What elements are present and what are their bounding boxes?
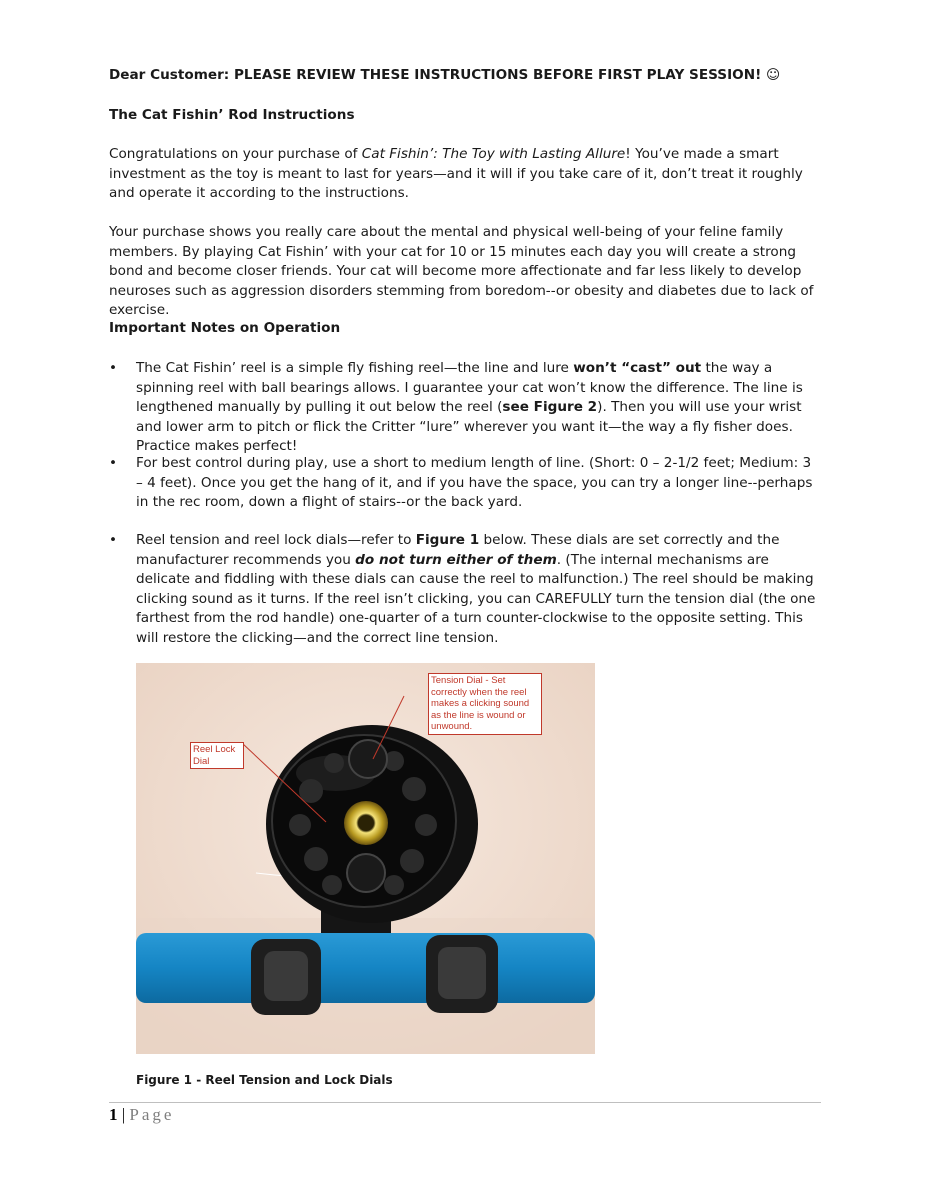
page-label: Page — [129, 1105, 175, 1124]
lock-dial — [347, 854, 385, 892]
rod-handle — [136, 933, 595, 1003]
page-separator: | — [121, 1105, 126, 1124]
bullet-marker: • — [109, 455, 118, 471]
tension-dial-label: Tension Dial - Set correctly when the reel makes a clicking sound as the line is wound or unwound. — [428, 673, 542, 735]
page-footer — [109, 1105, 174, 1125]
greeting-heading — [109, 67, 780, 83]
bullet-marker: • — [109, 360, 118, 376]
rod-grip-right-pad — [438, 947, 486, 999]
figure-1-photo — [136, 663, 595, 1054]
footer-divider — [109, 1102, 821, 1103]
lock-dial-label: Reel Lock Dial — [190, 742, 244, 769]
intro-paragraph-1: Congratulations on your purchase of Cat Fishin’: The Toy with Lasting Allure! You’ve made a smart investment as the toy is meant to last for years—and it will if you take care of it, don’t treat it roughly and operate it according to the instructions. — [109, 146, 803, 201]
rod-grip-left-pad — [264, 951, 308, 1001]
smiley-icon: ☺ — [766, 67, 781, 83]
reel-center-hub — [344, 801, 388, 845]
page-title: The Cat Fishin’ Rod Instructions — [109, 107, 355, 123]
bullet-text: The Cat Fishin’ reel is a simple fly fishing reel—the line and lure won’t “cast” out the way a spinning reel with ball bearings allows. I guarantee your cat won’t know the difference. The line is lengthened manually by pulling it out below the reel (see Figure 2). Then you will use your wrist and lower arm to pitch or flick the Critter “lure” wherever you want it—the way a fly fisher does. Practice makes perfect! — [136, 360, 803, 454]
bullet-text: For best control during play, use a short to medium length of line. (Short: 0 – 2-1/2 feet; Medium: 3 – 4 feet). Once you get the hang of it, and if you have the space, you can try a longer line--perhaps in the rec room, down a flight of stairs--or the back yard. — [136, 455, 813, 510]
greeting-text: Dear Customer: PLEASE REVIEW THESE INSTRUCTIONS BEFORE FIRST PLAY SESSION! — [109, 67, 762, 83]
notes-heading: Important Notes on Operation — [109, 320, 341, 336]
product-name: Cat Fishin’: The Toy with Lasting Allure — [361, 146, 626, 162]
page-number: 1 — [109, 1105, 118, 1124]
bullet-text: Reel tension and reel lock dials—refer to Figure 1 below. These dials are set correctly and the manufacturer recommends you do not turn either of them. (The internal mechanisms are delicate and fiddling with these dials can cause the reel to malfunction.) The reel should be making clicking sound as it turns. If the reel isn’t clicking, you can CAREFULLY turn the tension dial (the one farthest from the rod handle) one-quarter of a turn counter-clockwise to the opposite setting. This will restore the clicking—and the correct line tension. — [136, 532, 816, 646]
bullet-marker: • — [109, 532, 118, 548]
tension-dial — [349, 740, 387, 778]
figure-caption: Figure 1 - Reel Tension and Lock Dials — [136, 1073, 393, 1087]
intro-paragraph-2: Your purchase shows you really care about the mental and physical well-being of your feline family members. By playing Cat Fishin’ with your cat for 10 or 15 minutes each day you will create a strong bond and become closer friends. Your cat will become more affectionate and far less likely to develop neuroses such as aggression disorders stemming from boredom--or obesity and diabetes due to lack of exercise. — [109, 224, 814, 318]
